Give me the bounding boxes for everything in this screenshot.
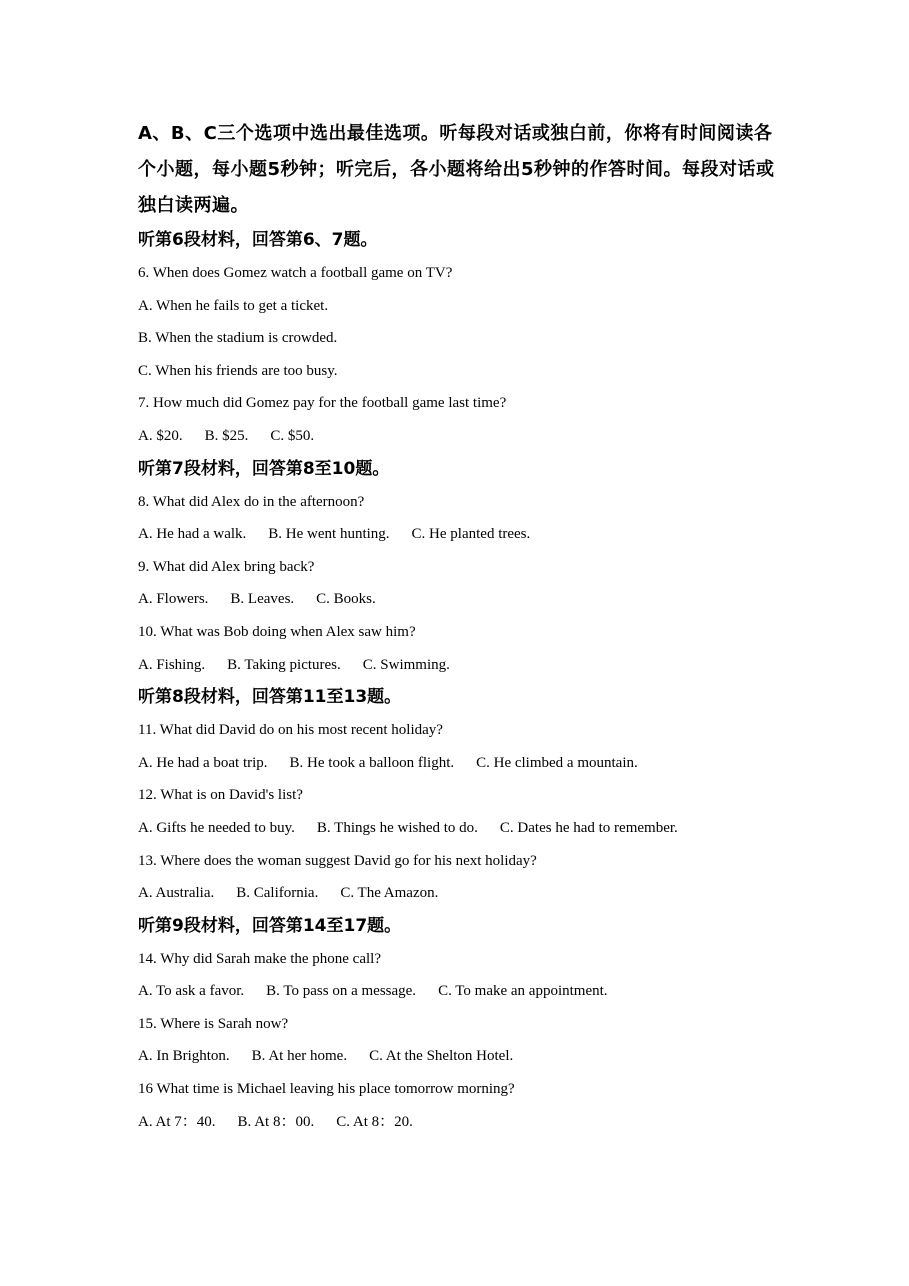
answer-option: A. Fishing. [138,656,206,673]
answer-option: A. To ask a favor. [138,983,245,1000]
question-sections [138,224,778,1138]
document-page [138,116,778,1138]
question-stem: 15. Where is Sarah now? [138,1015,289,1032]
question-stem: 8. What did Alex do in the afternoon? [138,493,365,510]
answer-options-row [138,649,778,682]
answer-option: C. He planted trees. [411,526,531,543]
answer-option: B. California. [236,885,319,902]
answer-options-row [138,877,778,910]
answer-option: C. To make an appointment. [438,983,608,1000]
answer-option: C. Swimming. [362,656,450,673]
answer-option: C. The Amazon. [340,885,439,902]
answer-option: A. In Brighton. [138,1048,230,1065]
question-stem: 13. Where does the woman suggest David go for his next holiday? [138,852,537,869]
answer-options-row [138,975,778,1008]
answer-option: C. At the Shelton Hotel. [369,1048,514,1065]
answer-options-row [138,518,778,551]
answer-option: B. $25. [204,427,249,444]
question-stem: 6. When does Gomez watch a football game on TV? [138,265,453,281]
answer-option: C. $50. [270,427,315,444]
answer-options-row [138,1106,778,1139]
answer-option: B. Leaves. [230,591,295,608]
answer-option: B. At 8：00. [237,1113,315,1130]
question-stem: 7. How much did Gomez pay for the football game last time? [138,395,507,412]
section-heading: 听第7段材料，回答第8至10题。 [138,458,390,479]
answer-option: B. At her home. [251,1048,348,1065]
question-stem: 10. What was Bob doing when Alex saw him? [138,623,416,640]
answer-option: B. Taking pictures. [227,656,341,673]
answer-option: B. To pass on a message. [266,983,417,1000]
answer-options-row [138,812,778,845]
answer-options-row [138,1040,778,1073]
answer-option: C. At 8：20. [336,1113,413,1130]
answer-option: B. He went hunting. [268,526,390,543]
answer-option: C. Dates he had to remember. [499,819,678,836]
answer-option: B. When the stadium is crowded. [138,330,338,347]
answer-option: C. When his friends are too busy. [138,362,338,379]
answer-option: A. He had a walk. [138,526,247,543]
answer-option: A. Flowers. [138,591,209,608]
answer-option: A. Gifts he needed to buy. [138,819,295,836]
answer-option: A. Australia. [138,885,215,902]
question-stem: 16 What time is Michael leaving his place tomorrow morning? [138,1081,515,1098]
answer-option: C. Books. [316,591,376,608]
answer-option: B. He took a balloon flight. [289,754,455,771]
answer-option: C. He climbed a mountain. [476,754,638,771]
answer-option: A. He had a boat trip. [138,754,268,771]
answer-option: B. Things he wished to do. [316,819,478,836]
section-heading: 听第8段材料，回答第11至13题。 [138,687,402,708]
answer-options-row [138,420,778,453]
instructions-paragraph: A、B、C三个选项中选出最佳选项。听每段对话或独白前，你将有时间阅读各个小题，每小题5秒钟；听完后，各小题将给出5秒钟的作答时间。每段对话或独白读两遍。 [138,123,775,216]
answer-option: A. $20. [138,427,183,444]
section-heading: 听第9段材料，回答第14至17题。 [138,915,402,936]
answer-option: A. At 7：40. [138,1113,216,1130]
answer-option: A. When he fails to get a ticket. [138,297,329,314]
section-heading: 听第6段材料，回答第6、7题。 [138,230,378,250]
question-stem: 9. What did Alex bring back? [138,558,315,575]
question-stem: 12. What is on David's list? [138,787,303,804]
question-stem: 14. Why did Sarah make the phone call? [138,950,381,967]
question-stem: 11. What did David do on his most recent holiday? [138,722,443,739]
answer-options-row [138,583,778,616]
answer-options-row [138,747,778,780]
